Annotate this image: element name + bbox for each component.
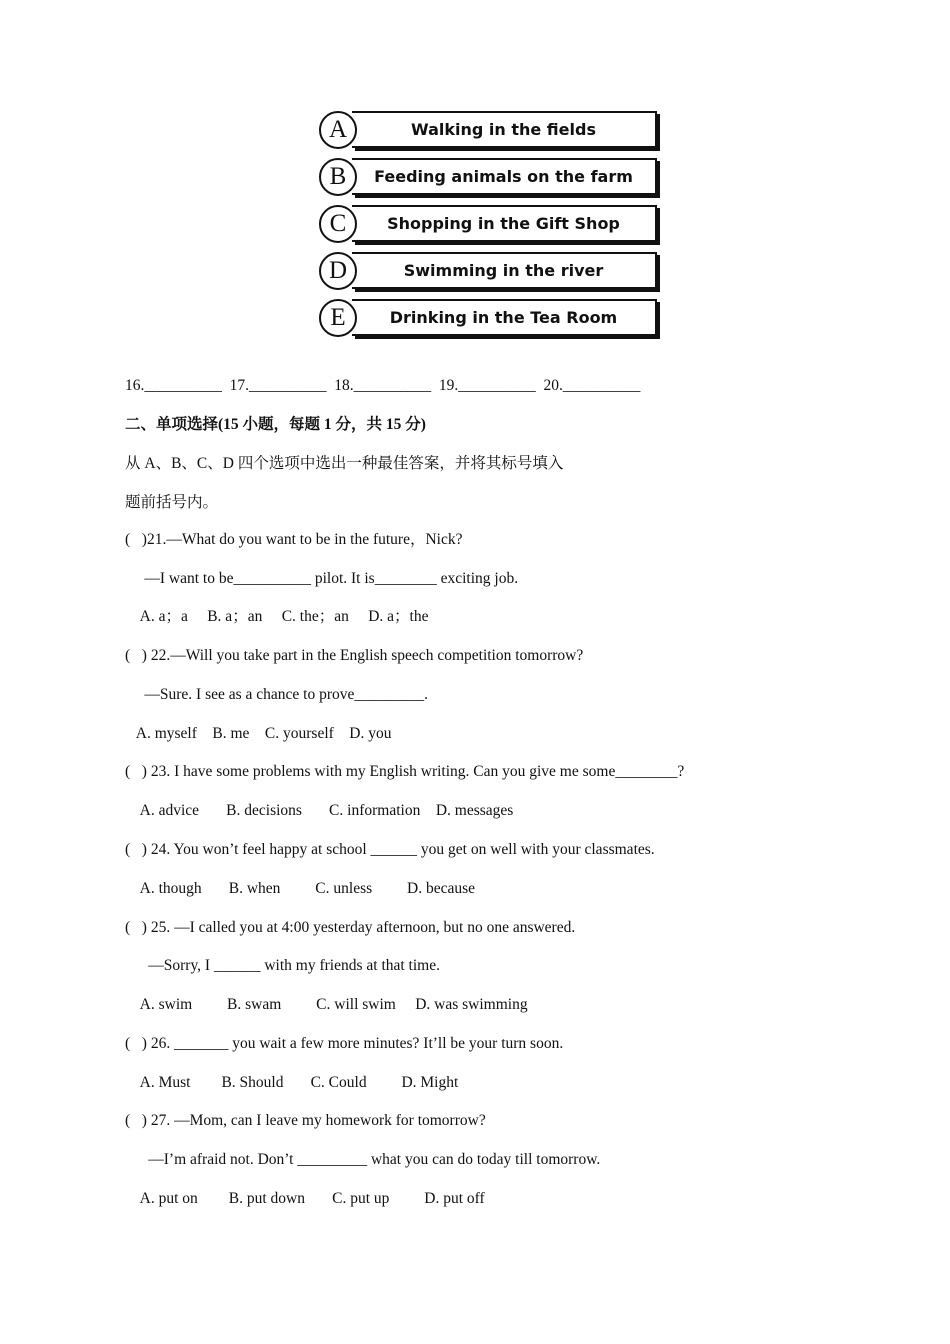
option-row-b — [318, 157, 663, 196]
option-letter: E — [319, 299, 357, 337]
option-row-d — [318, 251, 663, 290]
question-22-choices: A. myself B. me C. yourself D. you — [125, 725, 392, 742]
question-24-stem: ( ) 24. You won’t feel happy at school ______ you get on well with your classmates. — [125, 841, 655, 858]
activity-options-figure — [318, 110, 663, 345]
question-27-reply: —I’m afraid not. Don’t _________ what you can do today till tomorrow. — [125, 1151, 601, 1168]
question-27-stem: ( ) 27. —Mom, can I leave my homework for tomorrow? — [125, 1112, 486, 1129]
section-instruction-cont: 题前括号内。 — [125, 494, 219, 511]
question-25-reply: —Sorry, I ______ with my friends at that time. — [125, 957, 440, 974]
question-27-choices: A. put on B. put down C. put up D. put off — [125, 1190, 485, 1207]
option-row-a — [318, 110, 663, 149]
option-label: Shopping in the Gift Shop — [352, 205, 657, 242]
question-25-choices: A. swim B. swam C. will swim D. was swimming — [125, 996, 528, 1013]
option-label: Drinking in the Tea Room — [352, 299, 657, 336]
question-26-choices: A. Must B. Should C. Could D. Might — [125, 1074, 459, 1091]
section-instruction: 从 A、B、C、D 四个选项中选出一种最佳答案，并将其标号填入 — [125, 455, 564, 472]
option-row-e — [318, 298, 663, 337]
question-22-stem: ( ) 22.—Will you take part in the English speech competition tomorrow? — [125, 647, 584, 664]
question-21-reply: —I want to be__________ pilot. It is________ exciting job. — [125, 570, 519, 587]
question-23-stem: ( ) 23. I have some problems with my English writing. Can you give me some________? — [125, 763, 685, 780]
option-label: Walking in the fields — [352, 111, 657, 148]
question-21-stem: ( )21.—What do you want to be in the future，Nick? — [125, 531, 463, 548]
option-label: Feeding animals on the farm — [352, 158, 657, 195]
option-row-c — [318, 204, 663, 243]
option-letter: C — [319, 205, 357, 243]
option-letter: B — [319, 158, 357, 196]
question-24-choices: A. though B. when C. unless D. because — [125, 880, 476, 897]
question-26-stem: ( ) 26. _______ you wait a few more minutes? It’ll be your turn soon. — [125, 1035, 564, 1052]
section-title: 二、单项选择(15 小题，每题 1 分，共 15 分) — [125, 416, 426, 433]
question-22-reply: —Sure. I see as a chance to prove_________. — [125, 686, 429, 703]
question-25-stem: ( ) 25. —I called you at 4:00 yesterday afternoon, but no one answered. — [125, 919, 576, 936]
question-23-choices: A. advice B. decisions C. information D. messages — [125, 802, 514, 819]
option-label: Swimming in the river — [352, 252, 657, 289]
question-21-choices: A. a；a B. a；an C. the；an D. a；the — [125, 608, 429, 625]
option-letter: D — [319, 252, 357, 290]
answer-blanks: 16.__________ 17.__________ 18.__________ 19.__________ 20.__________ — [125, 377, 641, 394]
option-letter: A — [319, 111, 357, 149]
